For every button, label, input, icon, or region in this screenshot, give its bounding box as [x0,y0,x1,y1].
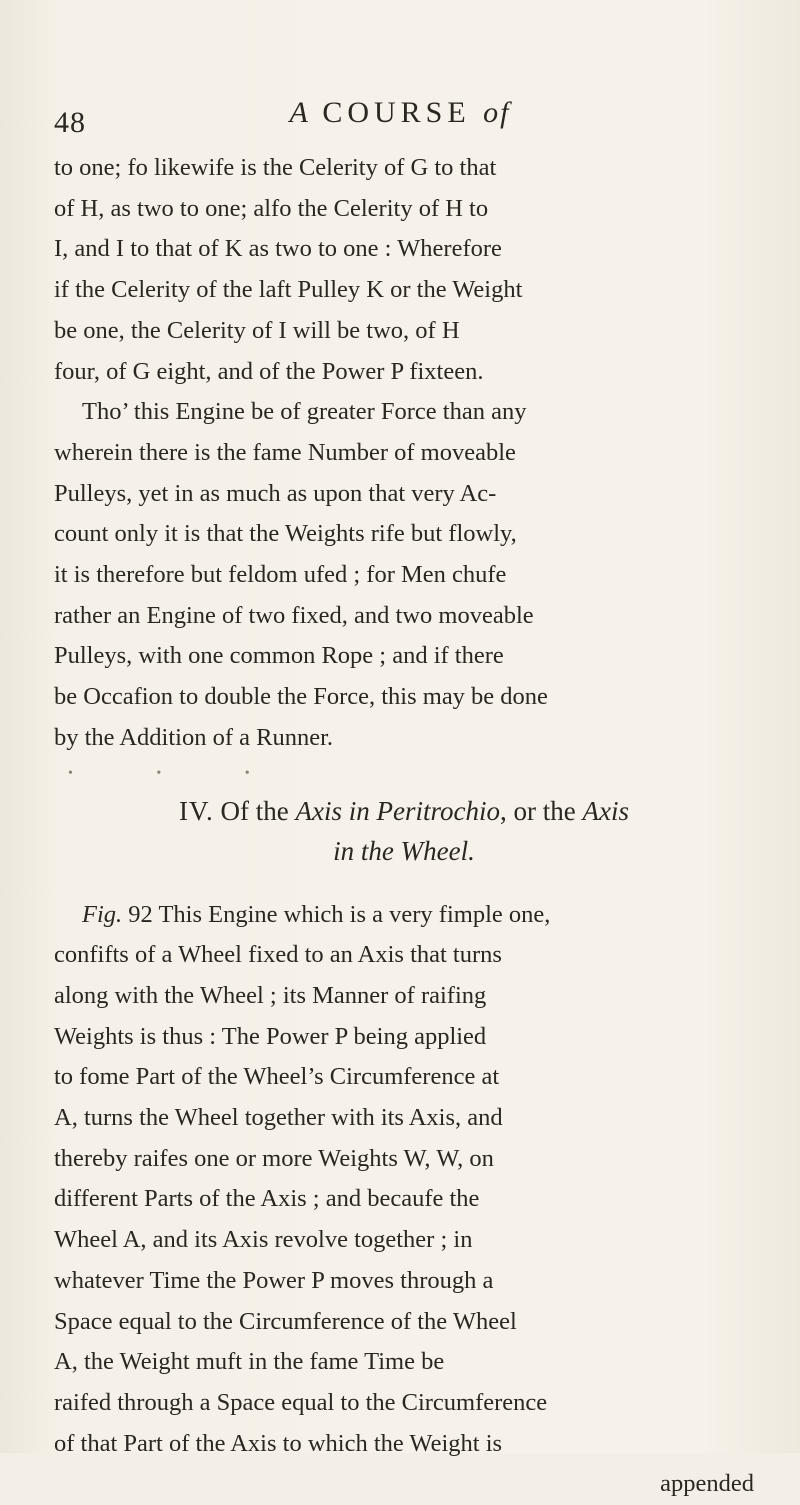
text-line [54,895,754,936]
section-number: IV. [179,795,214,826]
section-heading-line-2: in the Wheel. [333,835,475,866]
text-line: be one, the Celerity of I will be two, of H [54,316,460,344]
text-line: to one; fo likewife is the Celerity of G to that [54,154,497,181]
paragraph-axis-in-wheel [54,895,754,1505]
page-header [0,96,800,156]
spacer [54,871,754,895]
text-line: raifed through a Space equal to the Circumference [54,1388,548,1416]
catchword: appended [660,1470,754,1498]
text-line: thereby raifes one or more Weights W, W, on [54,1144,494,1172]
figure-reference: Fig. [82,900,123,928]
section-title-axis: Axis [582,795,629,826]
text-line: be Occafion to double the Force, this may be done [54,683,548,711]
section-heading-line-1 [54,791,754,831]
text-line: rather an Engine of two fixed, and two moveable [54,601,534,629]
text-line: wherein there is the fame Number of moveable [54,438,516,466]
text-line: along with the Wheel ; its Manner of raifing [54,981,487,1009]
section-heading [54,791,754,871]
text-line: Pulleys, with one common Rope ; and if there [54,642,504,670]
text-line: it is therefore but feldom ufed ; for Men chufe [54,561,507,589]
text-line: Space equal to the Circumference of the Wheel [54,1307,517,1335]
section-of: Of the [220,795,289,826]
section-or: , or the [499,795,576,826]
running-head-title: COURSE [322,96,471,129]
text-line: I, and I to that of K as two to one : Wherefore [54,235,502,263]
running-head-article: A [289,96,310,129]
text-line: of H, as two to one; alfo the Celerity of H to [54,194,489,222]
text-line: Tho’ this Engine be of greater Force than any [82,398,527,426]
text-line: Pulleys, yet in as much as upon that very Ac- [54,479,497,507]
text-line: whatever Time the Power P moves through a [54,1266,494,1294]
paragraph-engine-force [54,392,754,758]
running-head [0,96,800,130]
page-number: 48 [54,106,86,139]
text-line-rest: 92 This Engine which is a very fimple one, [128,900,551,928]
text-line: Wheel A, and its Axis revolve together ; in [54,1226,473,1254]
text-line: of that Part of the Axis to which the Weight is [54,1429,503,1457]
text-line: A, turns the Wheel together with its Axis, and [54,1104,503,1132]
page-body [54,148,754,1505]
running-head-of: of [483,96,511,129]
paragraph-continued [54,148,754,392]
text-line: to fome Part of the Wheel’s Circumference at [54,1063,500,1091]
text-line: if the Celerity of the laft Pulley K or the Weight [54,276,523,304]
text-line: count only it is that the Weights rife but flowly, [54,520,517,548]
text-line: Weights is thus : The Power P being applied [54,1022,487,1050]
section-title-italic: Axis in Peritrochio [295,795,500,826]
text-line: confifts of a Wheel fixed to an Axis that turns [54,941,502,969]
printing-specks: • • • [68,765,290,781]
text-line: different Parts of the Axis ; and becaufe the [54,1185,480,1213]
text-line: by the Addition of a Runner. [54,723,333,751]
text-line: A, the Weight muft in the fame Time be [54,1348,445,1376]
text-line: four, of G eight, and of the Power P fixteen. [54,357,484,385]
